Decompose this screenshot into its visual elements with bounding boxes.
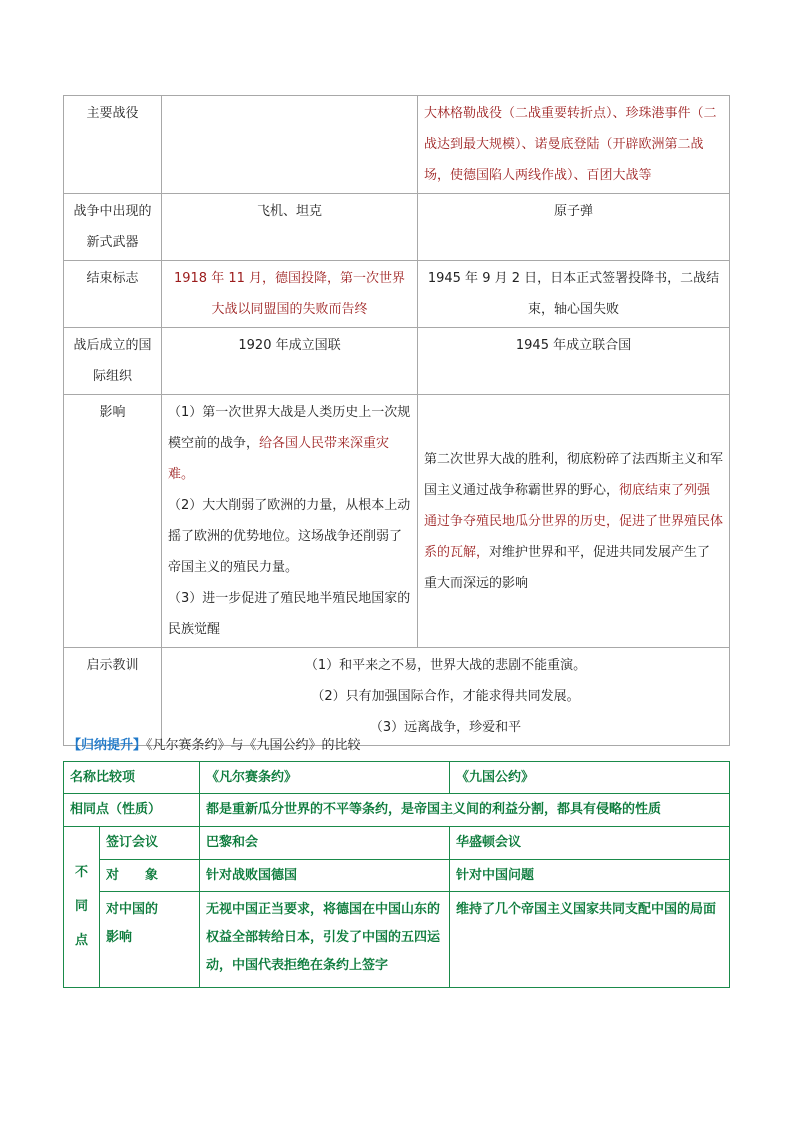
table-row — [64, 827, 730, 860]
diff-group-text: 不同点 — [74, 865, 88, 948]
header-cell: 《九国公约》 — [450, 762, 730, 794]
impact-text: 对维护世界和平，促进共同发展产生了重大而深远的影响 — [424, 544, 711, 591]
impact-paragraph — [424, 444, 723, 599]
impact-paragraph — [168, 397, 411, 490]
diff-cell: 无视中国正当要求，将德国在中国山东的权益全部转给日本，引发了中国的五四运动，中国代表拒绝在条约上签字 — [200, 892, 450, 988]
diff-cell: 维持了几个帝国主义国家共同支配中国的局面 — [450, 892, 730, 988]
row-label: 战争中出现的新式武器 — [64, 194, 162, 261]
header-cell: 名称比较项 — [64, 762, 200, 794]
row-label: 签订会议 — [100, 827, 200, 860]
summary-title: 《凡尔赛条约》与《九国公约》的比较 — [146, 738, 361, 753]
row-label: 影响 — [64, 395, 162, 648]
diff-cell: 华盛顿会议 — [450, 827, 730, 860]
lesson-line: （2）只有加强国际合作，才能求得共同发展。 — [311, 689, 580, 704]
row-label: 结束标志 — [64, 261, 162, 328]
row-label: 战后成立的国际组织 — [64, 328, 162, 395]
row-label-text: 对中国的影响 — [106, 902, 159, 945]
impact-text: 第二次世界大战的胜利，彻底粉碎了法西斯主义和军国主义通过战争称霸世界的野心， — [424, 451, 724, 498]
ww2-cell: 1945 年成立联合国 — [418, 328, 730, 395]
ww1-cell: 1920 年成立国联 — [162, 328, 418, 395]
ww1-cell — [162, 395, 418, 648]
lessons-cell — [162, 648, 730, 746]
summary-heading — [68, 737, 361, 755]
row-label: 主要战役 — [64, 96, 162, 194]
ww1-cell: 飞机、坦克 — [162, 194, 418, 261]
ww1-cell: 1918 年 11 月，德国投降，第一次世界大战以同盟国的失败而告终 — [162, 261, 418, 328]
impact-text-highlight: 给各国人民带来深重灾难。 — [168, 436, 390, 482]
ww2-cell: 1945 年 9 月 2 日，日本正式签署投降书，二战结束，轴心国失败 — [418, 261, 730, 328]
ww1-cell — [162, 96, 418, 194]
row-label — [100, 892, 200, 988]
table-row — [64, 892, 730, 988]
table-row — [64, 395, 730, 648]
impact-text: （1）第一次世界大战是人类历史上一次规模空前的战争， — [168, 405, 411, 451]
war-comparison-table — [63, 95, 730, 746]
impact-text-highlight: 彻底结束了列强通过争夺殖民地瓜分世界的历史，促进了世界殖民体系的瓦解， — [424, 482, 724, 560]
diff-cell: 针对中国问题 — [450, 860, 730, 892]
lesson-line: （1）和平来之不易，世界大战的悲剧不能重演。 — [304, 658, 587, 673]
impact-paragraph: （3）进一步促进了殖民地半殖民地国家的民族觉醒 — [168, 591, 411, 637]
table-row — [64, 762, 730, 794]
table-row — [64, 328, 730, 395]
table-row — [64, 648, 730, 746]
table-row — [64, 794, 730, 827]
summary-tag: 【归纳提升】 — [68, 738, 147, 753]
same-cell: 都是重新瓜分世界的不平等条约，是帝国主义间的利益分割，都具有侵略的性质 — [200, 794, 730, 827]
diff-cell: 巴黎和会 — [200, 827, 450, 860]
table-row — [64, 194, 730, 261]
ww2-cell: 原子弹 — [418, 194, 730, 261]
row-label: 启示教训 — [64, 648, 162, 746]
table-row — [64, 860, 730, 892]
table-row — [64, 261, 730, 328]
table-row — [64, 96, 730, 194]
diff-group-label — [64, 827, 100, 988]
diff-cell: 针对战败国德国 — [200, 860, 450, 892]
ww2-cell: 大林格勒战役（二战重要转折点）、珍珠港事件（二战达到最大规模）、诺曼底登陆（开辟欧洲第二战场，使德国陷人两线作战）、百团大战等 — [418, 96, 730, 194]
treaty-comparison-table — [63, 761, 730, 988]
header-cell: 《凡尔赛条约》 — [200, 762, 450, 794]
row-label: 相同点（性质） — [64, 794, 200, 827]
ww2-cell — [418, 395, 730, 648]
impact-paragraph: （2）大大削弱了欧洲的力量，从根本上动摇了欧洲的优势地位。这场战争还削弱了帝国主义的殖民力量。 — [168, 498, 411, 575]
lesson-line: （3）远离战争，珍爱和平 — [369, 720, 522, 735]
row-label: 对 象 — [100, 860, 200, 892]
